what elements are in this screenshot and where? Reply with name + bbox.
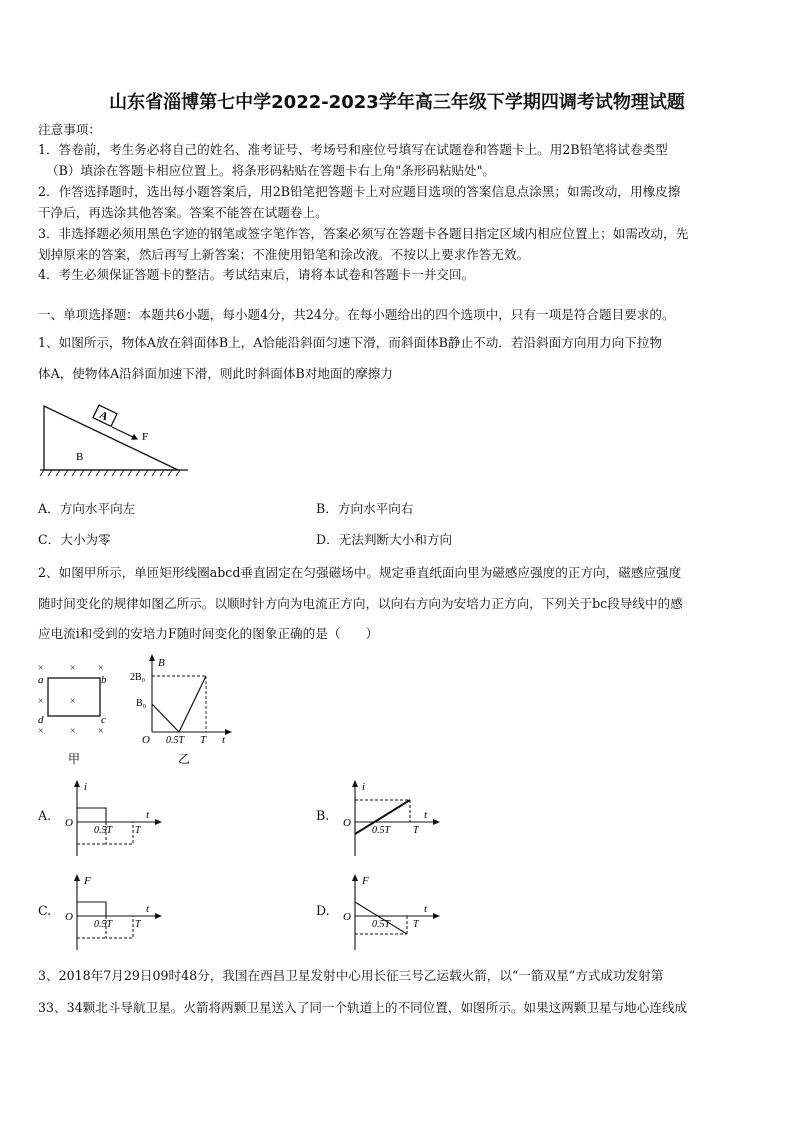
graph-b-ylabel: i xyxy=(362,781,366,793)
graph-b-origin: O xyxy=(343,817,351,829)
yi-ylabel: B xyxy=(158,657,165,669)
q1-option-c: C．大小为零 xyxy=(38,532,111,547)
graph-a-ylabel: i xyxy=(84,781,88,793)
graph-a-x-end: T xyxy=(135,825,141,836)
q2-stem: 2、如图甲所示，单匝矩形线圈abcd垂直固定在匀强磁场中。规定垂直纸面向里为磁感应强度的正方向，磁感应强度 xyxy=(38,565,682,580)
incline-figure xyxy=(38,398,198,478)
svg-text:×: × xyxy=(38,696,44,707)
section-heading: 一、单项选择题：本题共6小题，每小题4分，共24分。在每小题给出的四个选项中，只有一项是符合题目要求的。 xyxy=(38,307,675,322)
q2-option-c-label: C. xyxy=(38,903,52,918)
q2-option-b-label: B. xyxy=(316,808,330,823)
notice-line: 划掉原来的答案，然后再写上新答案；不准使用铅笔和涂改液。不按以上要求作答无效。 xyxy=(38,247,530,262)
b-t-graph xyxy=(128,652,238,768)
yi-xlabel: t xyxy=(222,734,226,746)
graph-d xyxy=(340,872,450,954)
notice-line: 4．考生必须保证答题卡的整洁。考试结束后，请将本试卷和答题卡一并交回。 xyxy=(38,267,475,282)
graph-d-ylabel: F xyxy=(362,875,369,887)
corner-d: d xyxy=(38,714,44,726)
svg-text:×: × xyxy=(70,696,76,707)
graph-b-x-end: T xyxy=(413,825,419,836)
notice-line: 3．非选择题必须用黑色字迹的钢笔或签字笔作答，答案必须写在答题卡各题目指定区域内相应位置上；如需改动，先 xyxy=(38,226,689,241)
q2-stem: 随时间变化的规律如图乙所示。以顺时针方向为电流正方向，以向右方向为安培力正方向，下列关于bc段导线中的感 xyxy=(38,596,683,611)
q1-stem: 1、如图所示，物体A放在斜面体B上，A恰能沿斜面匀速下滑，而斜面体B静止不动．若沿斜面方向用力向下拉物 xyxy=(38,335,663,350)
svg-text:×: × xyxy=(70,663,76,674)
corner-c: c xyxy=(101,714,106,726)
corner-a: a xyxy=(38,674,44,686)
graph-b-xlabel: t xyxy=(424,809,428,821)
graph-a-origin: O xyxy=(65,817,73,829)
notice-heading: 注意事项： xyxy=(38,122,101,137)
graph-d-x-end: T xyxy=(413,919,419,930)
q2-stem: 应电流i和受到的安培力F随时间变化的图象正确的是（ ） xyxy=(38,626,379,641)
caption-jia: 甲 xyxy=(68,752,81,766)
graph-d-xlabel: t xyxy=(424,903,428,915)
graph-a-xlabel: t xyxy=(146,809,150,821)
graph-c-x-end: T xyxy=(135,919,141,930)
svg-text:×: × xyxy=(98,663,104,674)
graph-c-x-mid: 0.5T xyxy=(94,919,113,930)
svg-text:×: × xyxy=(70,726,76,737)
yi-y-low: B₀ xyxy=(136,698,147,709)
q3-stem: 3、2018年7月29日09时48分，我国在西昌卫星发射中心用长征三号乙运载火箭，以“一箭双星”方式成功发射第 xyxy=(38,968,664,983)
force-label: F xyxy=(142,431,149,443)
coil-figure xyxy=(34,656,124,768)
q3-stem: 33、34颗北斗导航卫星。火箭将两颗卫星送入了同一个轨道上的不同位置，如图所示。如果这两颗卫星与地心连线成 xyxy=(38,1000,688,1015)
notice-line: （B）填涂在答题卡相应位置上。将条形码粘贴在答题卡右上角"条形码粘贴处"。 xyxy=(46,163,496,178)
graph-c-ylabel: F xyxy=(84,875,91,887)
graph-a-x-mid: 0.5T xyxy=(94,825,113,836)
yi-x-mid: 0.5T xyxy=(166,735,185,746)
graph-c xyxy=(62,872,172,954)
notice-line: 1．答卷前，考生务必将自己的姓名、准考证号、考场号和座位号填写在试题卷和答题卡上。用2B铅笔将试卷类型 xyxy=(38,142,668,157)
yi-y-high: 2B₀ xyxy=(130,672,146,683)
q1-option-a: A．方向水平向左 xyxy=(38,501,136,516)
graph-c-xlabel: t xyxy=(146,903,150,915)
q2-option-a-label: A. xyxy=(38,808,52,823)
q1-option-b: B．方向水平向右 xyxy=(316,501,414,516)
incline-label: B xyxy=(76,451,84,463)
svg-text:×: × xyxy=(38,663,44,674)
corner-b: b xyxy=(101,674,107,686)
graph-b-x-mid: 0.5T xyxy=(372,825,391,836)
caption-yi: 乙 xyxy=(178,752,191,766)
svg-text:×: × xyxy=(38,726,44,737)
graph-d-x-mid: 0.5T xyxy=(372,919,391,930)
graph-c-origin: O xyxy=(65,911,73,923)
block-label: A xyxy=(97,409,110,424)
yi-origin: O xyxy=(142,734,150,746)
page-title: 山东省淄博第七中学2022-2023学年高三年级下学期四调考试物理试题 xyxy=(109,92,685,113)
graph-b xyxy=(340,778,450,860)
notice-line: 2．作答选择题时，选出每小题答案后，用2B铅笔把答题卡上对应题目选项的答案信息点涂黑；如需改动，用橡皮擦 xyxy=(38,184,681,199)
q1-stem: 体A，使物体A沿斜面加速下滑，则此时斜面体B对地面的摩擦力 xyxy=(38,366,393,381)
yi-x-end: T xyxy=(200,734,207,746)
svg-text:×: × xyxy=(98,726,104,737)
q1-option-d: D．无法判断大小和方向 xyxy=(316,532,453,547)
graph-a xyxy=(62,778,172,860)
graph-d-origin: O xyxy=(343,911,351,923)
notice-line: 干净后，再选涂其他答案。答案不能答在试题卷上。 xyxy=(38,205,328,220)
q2-option-d-label: D. xyxy=(316,903,330,918)
